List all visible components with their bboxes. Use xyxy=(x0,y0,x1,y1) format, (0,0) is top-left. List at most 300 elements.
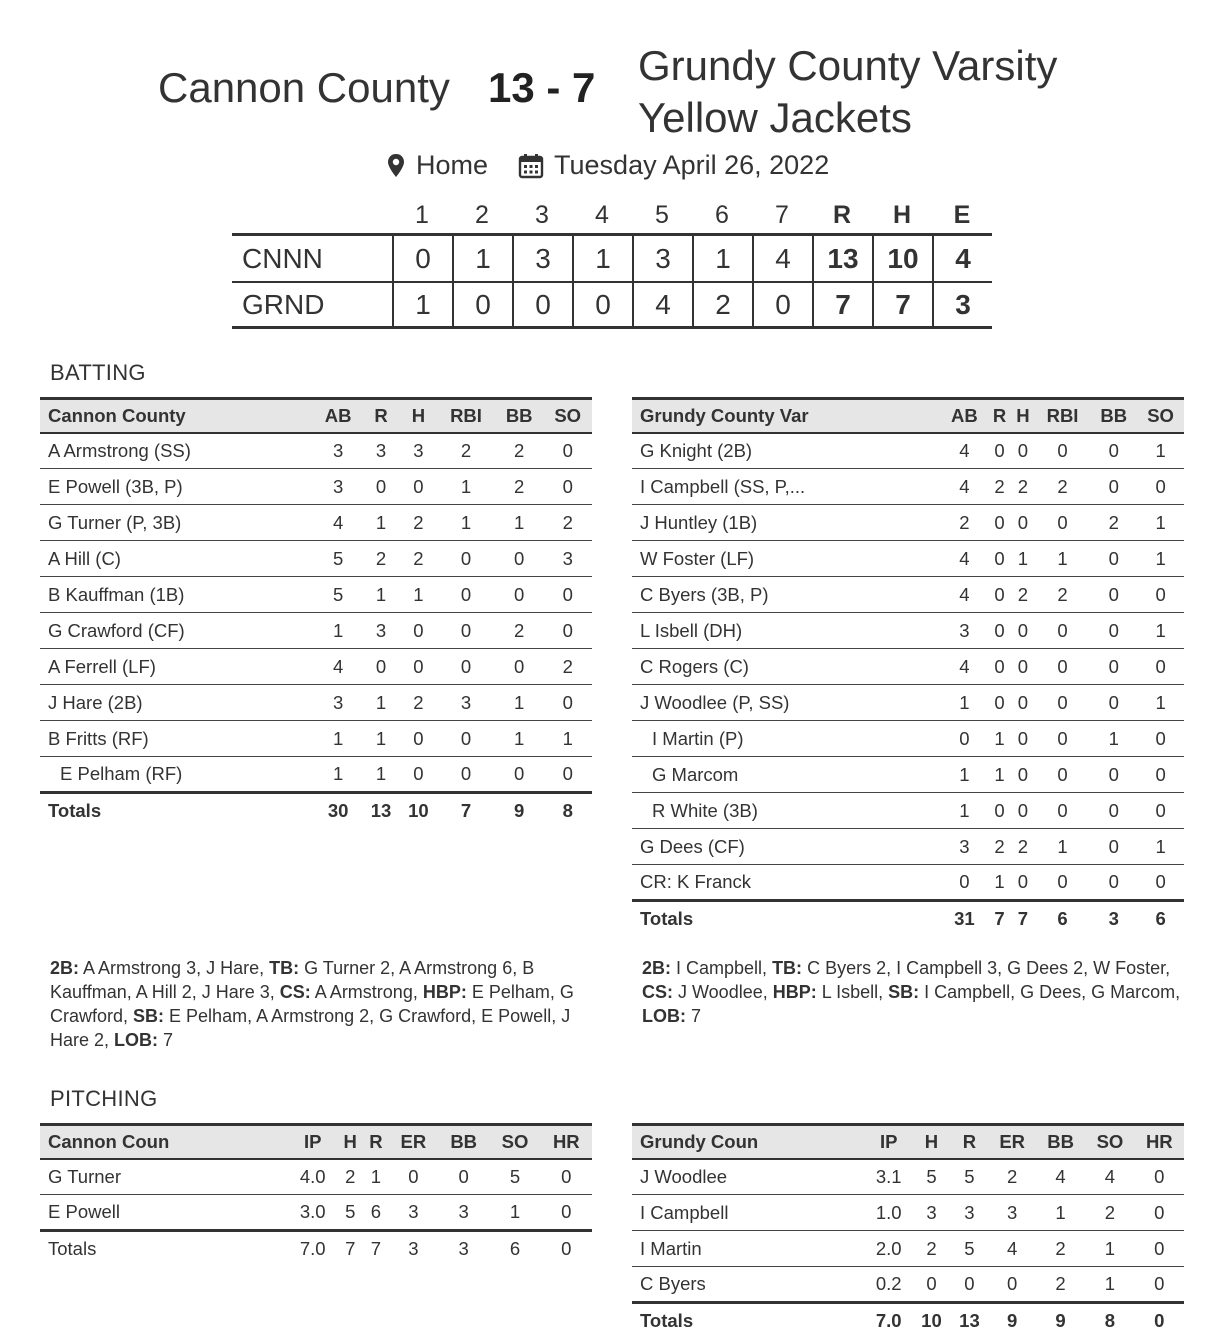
stat-cell: 3 xyxy=(941,613,988,649)
stat-cell: 4 xyxy=(1085,1159,1134,1195)
stat-cell: 1 xyxy=(1035,829,1091,865)
runs-total: 13 xyxy=(812,235,872,283)
stat-cell: 0 xyxy=(1090,829,1137,865)
note-value: A Armstrong 3, J Hare, xyxy=(79,958,270,978)
final-score: 13 - 7 xyxy=(488,64,596,111)
stat-cell: 1 xyxy=(363,1159,389,1195)
player-name: B Kauffman (1B) xyxy=(40,577,314,613)
player-name: E Pelham (RF) xyxy=(40,757,314,793)
stat-cell: 0 xyxy=(1011,505,1034,541)
player-row xyxy=(632,721,1184,757)
player-row xyxy=(632,505,1184,541)
stat-cell: 3 xyxy=(400,433,437,469)
totals-cell: 7 xyxy=(337,1231,363,1267)
inning-score: 0 xyxy=(392,235,452,283)
stat-cell: 0 xyxy=(437,649,495,685)
totals-cell: 6 xyxy=(1035,901,1091,937)
stat-cell: 0 xyxy=(495,577,544,613)
inning-header: 4 xyxy=(595,200,609,229)
inning-score: 3 xyxy=(632,235,692,283)
stat-cell: 0 xyxy=(1011,613,1034,649)
stat-cell: 1 xyxy=(495,505,544,541)
stat-cell: 0 xyxy=(1090,757,1137,793)
game-location: Home xyxy=(416,150,489,180)
player-name: G Crawford (CF) xyxy=(40,613,314,649)
totals-row xyxy=(40,793,592,829)
stat-cell: 0 xyxy=(988,433,1011,469)
stat-cell: 0 xyxy=(1090,613,1137,649)
pitching-table-home xyxy=(40,1123,592,1267)
note-value: G Turner 2, A Armstrong 6, B Kauffman, A Hill 2, J Hare 3, xyxy=(50,958,535,1002)
totals-cell: 7.0 xyxy=(865,1303,912,1336)
stat-cell: 2 xyxy=(437,433,495,469)
note-key: TB: xyxy=(772,958,803,978)
stat-cell: 5 xyxy=(912,1159,950,1195)
stat-cell: 0 xyxy=(1090,577,1137,613)
player-row xyxy=(632,793,1184,829)
stat-column-header: R xyxy=(950,1125,988,1159)
stat-cell: 3 xyxy=(543,541,592,577)
stat-cell: 0 xyxy=(1090,469,1137,505)
player-name: R White (3B) xyxy=(632,793,941,829)
stat-cell: 5 xyxy=(950,1231,988,1267)
line-score-row-home xyxy=(232,233,992,281)
home-team-name: Cannon County xyxy=(158,64,450,111)
stat-column-header: IP xyxy=(865,1125,912,1159)
stat-cell: 4 xyxy=(941,433,988,469)
stat-cell: 0 xyxy=(988,793,1011,829)
stat-cell: 0 xyxy=(941,865,988,901)
inning-header: 5 xyxy=(655,200,669,229)
stat-column-header: BB xyxy=(438,1125,489,1159)
stat-cell: 1 xyxy=(1137,541,1184,577)
line-score-header xyxy=(232,197,992,233)
stat-cell: 1 xyxy=(362,721,399,757)
stat-cell: 3 xyxy=(314,685,363,721)
inning-score: 0 xyxy=(752,281,812,329)
totals-cell: 6 xyxy=(489,1231,540,1267)
hits-total: 10 xyxy=(872,235,932,283)
stat-cell: 0 xyxy=(1137,649,1184,685)
stat-cell: 0.2 xyxy=(865,1267,912,1303)
stat-cell: 0 xyxy=(400,613,437,649)
stat-column-header: H xyxy=(912,1125,950,1159)
note-value: I Campbell, xyxy=(671,958,773,978)
totals-cell: 9 xyxy=(1036,1303,1085,1336)
stat-cell: 0 xyxy=(1137,793,1184,829)
player-row xyxy=(632,757,1184,793)
player-row xyxy=(632,1267,1184,1303)
note-value: A Armstrong, xyxy=(310,982,423,1002)
stat-column-header: SO xyxy=(489,1125,540,1159)
stat-cell: 0 xyxy=(543,433,592,469)
pitching-section-label: PITCHING xyxy=(50,1086,158,1111)
stat-cell: 1 xyxy=(543,721,592,757)
totals-cell: 7 xyxy=(988,901,1011,937)
player-name: A Armstrong (SS) xyxy=(40,433,314,469)
inning-header: 7 xyxy=(775,200,789,229)
stat-column-header: H xyxy=(1011,399,1034,433)
player-name: CR: K Franck xyxy=(632,865,941,901)
stat-cell: 0 xyxy=(912,1267,950,1303)
player-name: C Byers (3B, P) xyxy=(632,577,941,613)
stat-column-header: ER xyxy=(389,1125,438,1159)
stat-cell: 3 xyxy=(438,1195,489,1231)
stat-column-header: H xyxy=(337,1125,363,1159)
stat-cell: 3 xyxy=(389,1195,438,1231)
totals-cell: 10 xyxy=(400,793,437,829)
stat-column-header: ER xyxy=(988,1125,1035,1159)
stat-cell: 4 xyxy=(941,469,988,505)
stat-cell: 2 xyxy=(1011,577,1034,613)
batting-table-away xyxy=(632,397,1184,937)
team-column-header: Cannon County xyxy=(40,399,314,433)
team-column-header: Grundy Coun xyxy=(632,1125,865,1159)
stat-cell: 0 xyxy=(400,469,437,505)
stat-cell: 0 xyxy=(541,1195,592,1231)
stat-column-header: BB xyxy=(495,399,544,433)
stat-cell: 0 xyxy=(988,1267,1035,1303)
stat-cell: 0 xyxy=(950,1267,988,1303)
totals-cell: 3 xyxy=(389,1231,438,1267)
stat-cell: 2 xyxy=(337,1159,363,1195)
totals-cell: 7 xyxy=(437,793,495,829)
totals-cell: 3 xyxy=(1090,901,1137,937)
stat-cell: 3 xyxy=(941,829,988,865)
stat-cell: 0 xyxy=(1035,433,1091,469)
stat-cell: 0 xyxy=(400,649,437,685)
player-row xyxy=(632,1195,1184,1231)
stat-cell: 2 xyxy=(988,1159,1035,1195)
note-value: 7 xyxy=(158,1030,174,1050)
player-name: G Dees (CF) xyxy=(632,829,941,865)
totals-cell: 6 xyxy=(1137,901,1184,937)
note-value: E Pelham, G Crawford, xyxy=(50,982,574,1026)
note-value: I Campbell, G Dees, G Marcom, xyxy=(919,982,1181,1002)
player-name: C Rogers (C) xyxy=(632,649,941,685)
stat-column-header: AB xyxy=(314,399,363,433)
player-row xyxy=(40,613,592,649)
stat-cell: 1 xyxy=(495,685,544,721)
totals-label: Totals xyxy=(632,901,941,937)
stat-cell: 0 xyxy=(437,757,495,793)
stat-cell: 0 xyxy=(1137,757,1184,793)
stat-cell: 0 xyxy=(988,505,1011,541)
stat-cell: 0 xyxy=(543,757,592,793)
pitching-table-away xyxy=(632,1123,1184,1336)
stat-column-header: R xyxy=(362,399,399,433)
inning-score: 3 xyxy=(512,235,572,283)
totals-cell: 8 xyxy=(1085,1303,1134,1336)
stat-column-header: SO xyxy=(1137,399,1184,433)
stat-cell: 5 xyxy=(314,541,363,577)
stat-cell: 2 xyxy=(495,469,544,505)
stat-cell: 2 xyxy=(543,649,592,685)
map-pin-icon xyxy=(386,153,406,179)
stat-cell: 1 xyxy=(489,1195,540,1231)
stat-cell: 3 xyxy=(988,1195,1035,1231)
player-name: B Fritts (RF) xyxy=(40,721,314,757)
player-name: C Byers xyxy=(632,1267,865,1303)
note-value: J Woodlee, xyxy=(673,982,773,1002)
stat-cell: 5 xyxy=(950,1159,988,1195)
inning-score: 4 xyxy=(752,235,812,283)
batting-notes-away xyxy=(642,956,1190,1028)
stat-cell: 0 xyxy=(1090,541,1137,577)
stat-cell: 0 xyxy=(941,721,988,757)
stat-cell: 5 xyxy=(314,577,363,613)
stat-cell: 1 xyxy=(400,577,437,613)
stat-cell: 0 xyxy=(988,613,1011,649)
totals-row xyxy=(40,1231,592,1267)
stat-cell: 0 xyxy=(988,541,1011,577)
errors-total: 4 xyxy=(932,235,992,283)
stat-cell: 0 xyxy=(495,649,544,685)
stat-cell: 0 xyxy=(1035,757,1091,793)
stat-cell: 0 xyxy=(437,721,495,757)
stat-cell: 0 xyxy=(1035,793,1091,829)
player-row xyxy=(40,685,592,721)
inning-header: 2 xyxy=(475,200,489,229)
stat-cell: 2 xyxy=(1090,505,1137,541)
stat-cell: 0 xyxy=(400,721,437,757)
stat-cell: 4 xyxy=(314,649,363,685)
stat-cell: 1.0 xyxy=(865,1195,912,1231)
batting-table-home xyxy=(40,397,592,829)
totals-cell: 13 xyxy=(362,793,399,829)
totals-cell: 7.0 xyxy=(288,1231,337,1267)
stat-cell: 3.0 xyxy=(288,1195,337,1231)
stat-cell: 2 xyxy=(400,541,437,577)
note-key: SB: xyxy=(133,1006,165,1026)
hits-header: H xyxy=(892,200,912,229)
stat-cell: 2 xyxy=(1035,577,1091,613)
stat-cell: 1 xyxy=(1137,613,1184,649)
player-name: E Powell (3B, P) xyxy=(40,469,314,505)
stat-cell: 0 xyxy=(1090,793,1137,829)
stat-column-header: HR xyxy=(1135,1125,1184,1159)
note-key: 2B: xyxy=(642,958,672,978)
stat-cell: 0 xyxy=(1011,721,1034,757)
stat-column-header: BB xyxy=(1090,399,1137,433)
stat-column-header: R xyxy=(988,399,1011,433)
player-row xyxy=(40,505,592,541)
stat-cell: 0 xyxy=(988,649,1011,685)
stat-cell: 1 xyxy=(437,469,495,505)
inning-header: 1 xyxy=(415,200,429,229)
totals-cell: 7 xyxy=(363,1231,389,1267)
inning-score: 0 xyxy=(452,281,512,329)
player-row xyxy=(632,541,1184,577)
stat-cell: 1 xyxy=(941,793,988,829)
stat-cell: 4 xyxy=(314,505,363,541)
stat-cell: 2 xyxy=(400,505,437,541)
stat-cell: 1 xyxy=(1137,433,1184,469)
inning-score: 2 xyxy=(692,281,752,329)
stat-cell: 3 xyxy=(437,685,495,721)
player-name: J Woodlee xyxy=(632,1159,865,1195)
totals-cell: 3 xyxy=(438,1231,489,1267)
batting-notes-home xyxy=(50,956,598,1052)
totals-row xyxy=(632,1303,1184,1336)
player-name: A Hill (C) xyxy=(40,541,314,577)
player-row xyxy=(40,1159,592,1195)
inning-score: 1 xyxy=(392,281,452,329)
errors-header: E xyxy=(953,200,971,229)
stat-cell: 0 xyxy=(543,577,592,613)
player-row xyxy=(632,613,1184,649)
player-name: I Campbell (SS, P,... xyxy=(632,469,941,505)
player-name: J Woodlee (P, SS) xyxy=(632,685,941,721)
note-value: C Byers 2, I Campbell 3, G Dees 2, W Foster, xyxy=(802,958,1171,978)
stat-column-header: RBI xyxy=(1035,399,1091,433)
stat-cell: 0 xyxy=(1137,721,1184,757)
stat-cell: 0 xyxy=(1035,649,1091,685)
totals-label: Totals xyxy=(40,793,314,829)
stat-cell: 0 xyxy=(543,613,592,649)
stat-cell: 3 xyxy=(362,433,399,469)
totals-cell: 0 xyxy=(1135,1303,1184,1336)
stat-cell: 0 xyxy=(1137,469,1184,505)
stat-cell: 0 xyxy=(1035,721,1091,757)
stat-cell: 1 xyxy=(988,757,1011,793)
stat-cell: 5 xyxy=(489,1159,540,1195)
note-value: E Pelham, A Armstrong 2, G Crawford, E Powell, J Hare 2, xyxy=(50,1006,571,1050)
totals-cell: 0 xyxy=(541,1231,592,1267)
stat-cell: 0 xyxy=(495,757,544,793)
stat-cell: 0 xyxy=(400,757,437,793)
player-row xyxy=(40,649,592,685)
player-name: I Martin (P) xyxy=(632,721,941,757)
stat-cell: 2.0 xyxy=(865,1231,912,1267)
player-row xyxy=(632,1231,1184,1267)
stat-cell: 2 xyxy=(495,613,544,649)
stat-cell: 3 xyxy=(362,613,399,649)
stat-cell: 4 xyxy=(941,577,988,613)
stat-cell: 0 xyxy=(1090,865,1137,901)
hits-total: 7 xyxy=(872,281,932,329)
stat-cell: 2 xyxy=(495,433,544,469)
player-name: J Hare (2B) xyxy=(40,685,314,721)
stat-cell: 0 xyxy=(1135,1231,1184,1267)
stat-cell: 2 xyxy=(1085,1195,1134,1231)
stat-cell: 1 xyxy=(988,865,1011,901)
inning-header: 6 xyxy=(715,200,729,229)
stat-cell: 0 xyxy=(389,1159,438,1195)
totals-cell: 13 xyxy=(950,1303,988,1336)
team-column-header: Grundy County Var xyxy=(632,399,941,433)
totals-label: Totals xyxy=(632,1303,865,1336)
stat-cell: 1 xyxy=(941,757,988,793)
stat-cell: 2 xyxy=(1011,469,1034,505)
stat-cell: 0 xyxy=(1011,865,1034,901)
stat-column-header: RBI xyxy=(437,399,495,433)
player-row xyxy=(632,685,1184,721)
line-score xyxy=(232,197,992,329)
calendar-icon xyxy=(518,153,544,179)
stat-cell: 1 xyxy=(941,685,988,721)
stat-cell: 0 xyxy=(988,577,1011,613)
stat-cell: 4.0 xyxy=(288,1159,337,1195)
batting-section-label: BATTING xyxy=(50,360,146,385)
runs-total: 7 xyxy=(812,281,872,329)
stat-cell: 0 xyxy=(1135,1159,1184,1195)
player-row xyxy=(632,433,1184,469)
note-key: LOB: xyxy=(642,1006,686,1026)
stat-cell: 3 xyxy=(314,469,363,505)
stat-cell: 1 xyxy=(437,505,495,541)
totals-cell: 30 xyxy=(314,793,363,829)
totals-cell: 9 xyxy=(988,1303,1035,1336)
note-key: SB: xyxy=(888,982,920,1002)
player-name: G Marcom xyxy=(632,757,941,793)
note-value: 7 xyxy=(686,1006,702,1026)
stat-cell: 0 xyxy=(1011,793,1034,829)
stat-column-header: SO xyxy=(543,399,592,433)
stat-cell: 2 xyxy=(1035,469,1091,505)
stat-cell: 0 xyxy=(541,1159,592,1195)
game-meta xyxy=(386,150,829,181)
note-value: L Isbell, xyxy=(816,982,889,1002)
player-row xyxy=(40,757,592,793)
player-name: W Foster (LF) xyxy=(632,541,941,577)
stat-cell: 1 xyxy=(1011,541,1034,577)
team-abbr: GRND xyxy=(242,288,325,320)
player-name: G Turner (P, 3B) xyxy=(40,505,314,541)
stat-cell: 0 xyxy=(437,577,495,613)
stat-cell: 2 xyxy=(543,505,592,541)
game-date: Tuesday April 26, 2022 xyxy=(554,150,830,180)
stat-cell: 2 xyxy=(1036,1267,1085,1303)
stat-cell: 4 xyxy=(941,649,988,685)
stat-cell: 1 xyxy=(1035,541,1091,577)
totals-cell: 9 xyxy=(495,793,544,829)
team-abbr: CNNN xyxy=(242,242,323,274)
note-key: LOB: xyxy=(114,1030,159,1050)
stat-cell: 0 xyxy=(1035,865,1091,901)
stat-cell: 0 xyxy=(1011,685,1034,721)
stat-cell: 0 xyxy=(1011,757,1034,793)
player-row xyxy=(632,865,1184,901)
stat-cell: 1 xyxy=(1085,1231,1134,1267)
inning-header: 3 xyxy=(535,200,549,229)
stat-cell: 0 xyxy=(437,541,495,577)
stat-cell: 0 xyxy=(1090,649,1137,685)
stat-cell: 0 xyxy=(362,469,399,505)
player-row xyxy=(632,649,1184,685)
stat-cell: 2 xyxy=(362,541,399,577)
note-key: TB: xyxy=(269,958,300,978)
stat-cell: 3.1 xyxy=(865,1159,912,1195)
stat-cell: 1 xyxy=(988,721,1011,757)
stat-cell: 1 xyxy=(314,757,363,793)
stat-cell: 2 xyxy=(400,685,437,721)
stat-cell: 0 xyxy=(1035,505,1091,541)
player-name: E Powell xyxy=(40,1195,288,1231)
away-team-name: Grundy County Varsity Yellow Jackets xyxy=(638,42,1058,141)
player-row xyxy=(632,1159,1184,1195)
player-row xyxy=(632,577,1184,613)
note-key: HBP: xyxy=(772,982,817,1002)
stat-column-header: SO xyxy=(1085,1125,1134,1159)
team-column-header: Cannon Coun xyxy=(40,1125,288,1159)
player-row xyxy=(40,433,592,469)
stat-cell: 3 xyxy=(912,1195,950,1231)
stat-cell: 2 xyxy=(988,829,1011,865)
stat-cell: 0 xyxy=(438,1159,489,1195)
stat-column-header: BB xyxy=(1036,1125,1085,1159)
stat-cell: 2 xyxy=(988,469,1011,505)
